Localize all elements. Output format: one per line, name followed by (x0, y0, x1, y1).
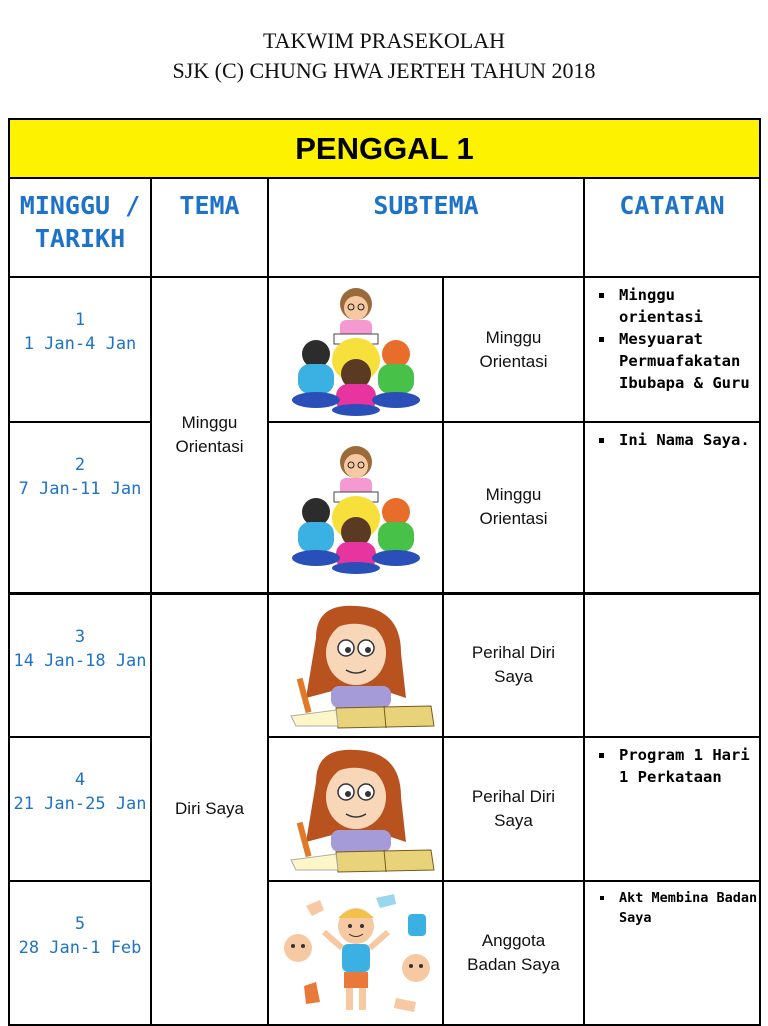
note-item: ▪ Mesyuarat Permuafakatan Ibubapa & Guru (615, 328, 759, 394)
note-item: ▪ Minggu orientasi (615, 284, 759, 328)
week-cell (9, 737, 151, 881)
subtema-line2: Orientasi (479, 351, 548, 371)
header-catatan: CATATAN (584, 178, 760, 277)
subtema-line1: Minggu (485, 485, 542, 505)
subtema-cell (443, 422, 584, 593)
week-number: 1 (74, 310, 86, 330)
week-number: 4 (74, 770, 86, 790)
document-subtitle: SJK (C) CHUNG HWA JERTEH TAHUN 2018 (172, 58, 596, 83)
subtema-line1: Perihal Diri (471, 787, 556, 806)
table-row (9, 737, 760, 881)
subtema-line2: Orientasi (479, 509, 548, 529)
subtema-line1: Perihal Diri (471, 643, 556, 663)
week-number: 3 (74, 626, 86, 647)
note-item: ▪ Akt Membina Badan Saya (615, 888, 759, 928)
week-number: 5 (74, 914, 86, 934)
header-subtema: SUBTEMA (268, 178, 584, 277)
tema-cell (151, 593, 268, 1025)
note-item: ▪ Program 1 Hari 1 Perkataan (615, 744, 759, 788)
subtema-line1: Minggu (485, 327, 542, 347)
teacher-reading-illustration (268, 277, 443, 422)
week-cell (9, 277, 151, 422)
tema-label-line2: Orientasi (175, 436, 244, 456)
subtema-cell (443, 881, 584, 1025)
week-cell (9, 881, 151, 1025)
subtema-line2: Saya (494, 667, 533, 687)
week-cell (9, 593, 151, 737)
week-date: 28 Jan-1 Feb (18, 938, 142, 958)
girl-writing-illustration (268, 737, 443, 881)
week-number: 2 (74, 455, 86, 475)
subtema-cell (443, 737, 584, 881)
header-minggu: MINGGU / (19, 191, 141, 220)
subtema-cell (443, 277, 584, 422)
table-row (9, 881, 760, 1025)
header-tarikh: TARIKH (34, 224, 126, 253)
subtema-line2: Saya (494, 811, 533, 830)
body-parts-illustration (268, 881, 443, 1025)
subtema-cell (443, 593, 584, 737)
subtema-line1: Anggota (481, 931, 546, 950)
catatan-cell (584, 422, 760, 593)
note-item: ▪ Ini Nama Saya. (615, 429, 759, 451)
teacher-reading-illustration (268, 422, 443, 593)
catatan-cell (584, 881, 760, 1025)
header-minggu-tarikh (9, 178, 151, 277)
tema-cell (151, 277, 268, 593)
week-date: 14 Jan-18 Jan (13, 650, 147, 671)
term-banner: PENGGAL 1 (9, 119, 760, 178)
catatan-cell (584, 593, 760, 737)
subtema-line2: Badan Saya (467, 955, 560, 974)
girl-writing-illustration (268, 593, 443, 737)
calendar-table (8, 118, 761, 1026)
week-date: 7 Jan-11 Jan (18, 479, 142, 499)
tema-label-line1: Diri Saya (175, 799, 244, 819)
week-date: 21 Jan-25 Jan (13, 794, 147, 814)
document-title: TAKWIM PRASEKOLAH (262, 28, 506, 53)
catatan-cell (584, 737, 760, 881)
week-date: 1 Jan-4 Jan (23, 334, 137, 354)
table-row (9, 277, 760, 422)
header-tema: TEMA (151, 178, 268, 277)
table-row (9, 593, 760, 737)
table-row (9, 422, 760, 593)
week-cell (9, 422, 151, 593)
catatan-cell (584, 277, 760, 422)
tema-label-line1: Minggu (181, 412, 238, 432)
